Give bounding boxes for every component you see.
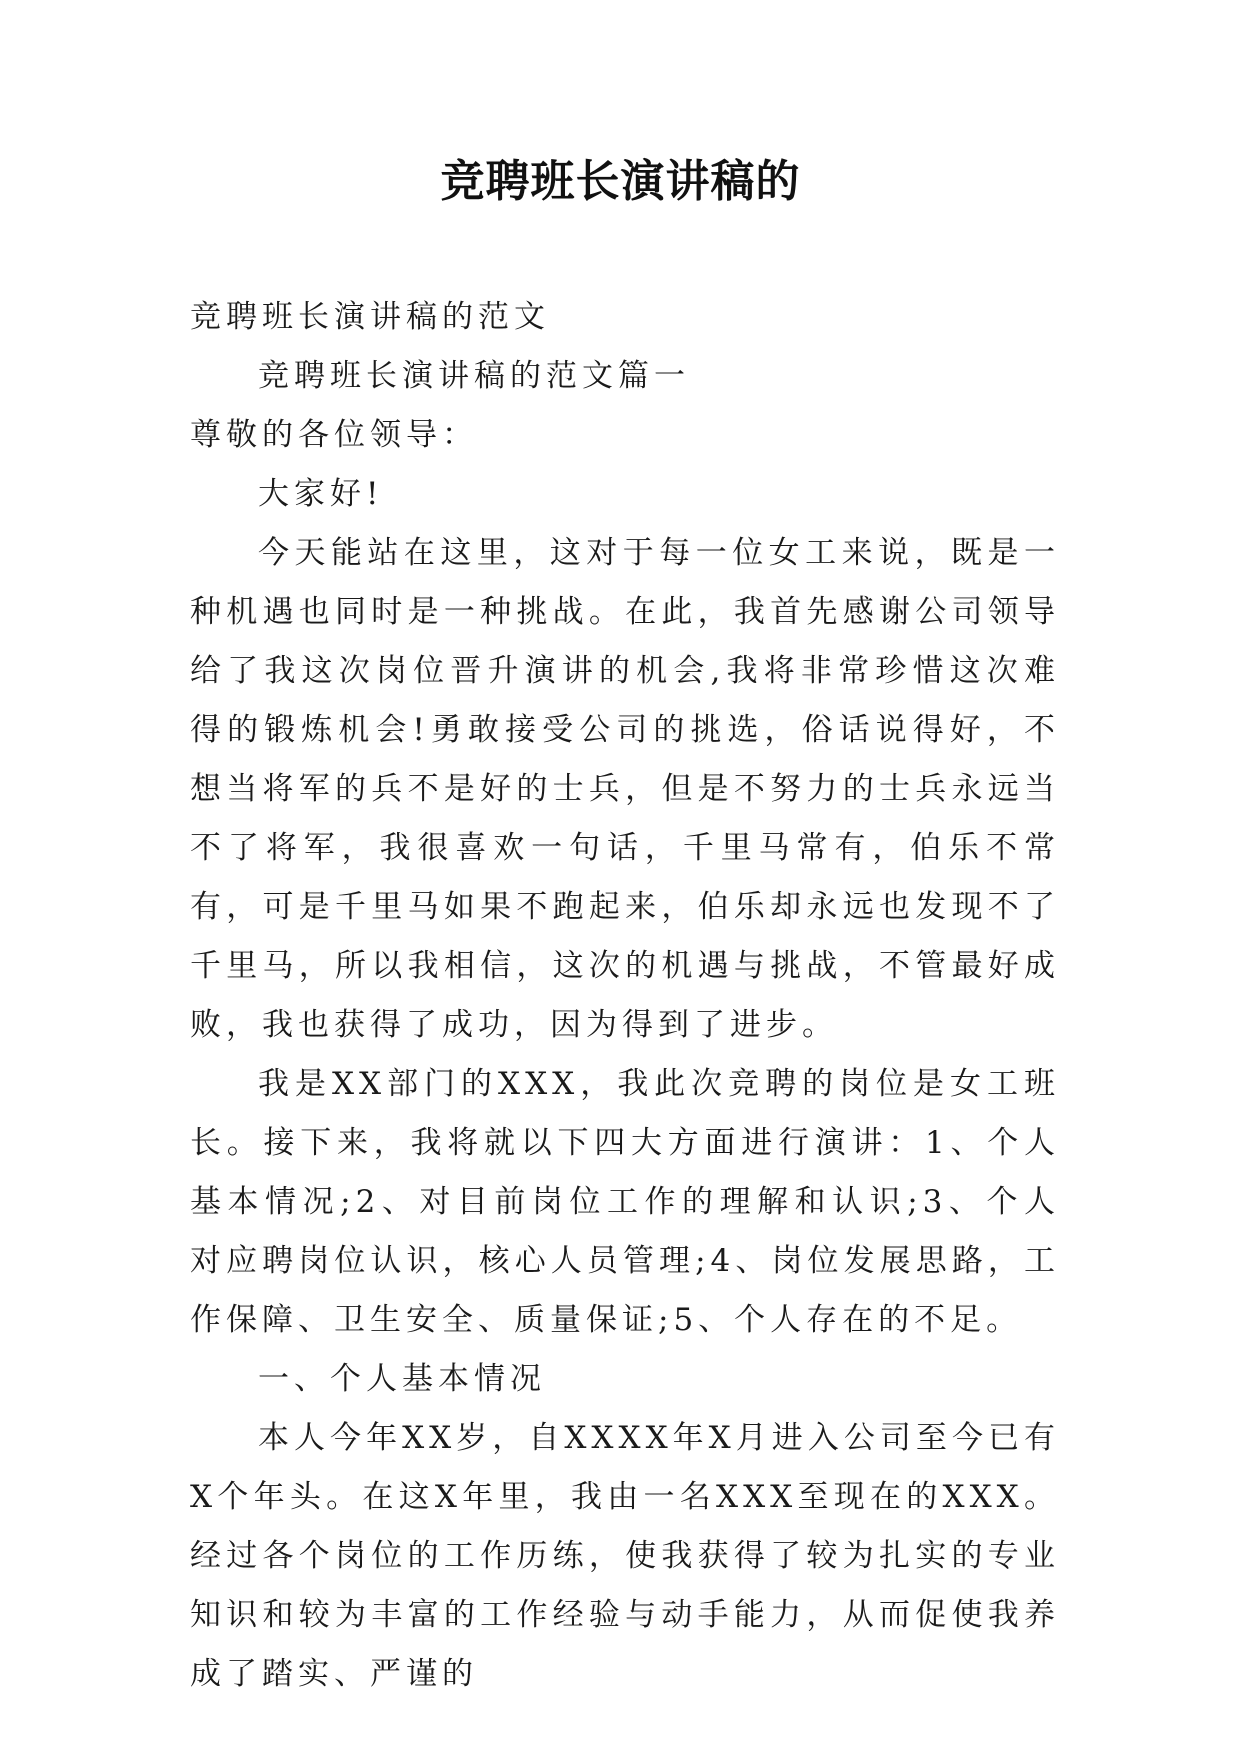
document-body bbox=[190, 288, 1060, 1704]
paragraph-section-heading: 竞聘班长演讲稿的范文篇一 bbox=[258, 358, 690, 394]
paragraph-subtitle: 竞聘班长演讲稿的范文 bbox=[190, 299, 550, 335]
paragraph-body: 本人今年XX岁，自XXXX年X月进入公司至今已有X个年头。在这X年里，我由一名XXX至现在的XXX。经过各个岗位的工作历练，使我获得了较为扎实的专业知识和较为丰富的工作经验与动手能力，从而促使我养成了踏实、严谨的 bbox=[190, 1420, 1060, 1692]
paragraph-greeting: 大家好! bbox=[258, 476, 384, 512]
document-title: 竞聘班长演讲稿的 bbox=[440, 156, 801, 207]
paragraph-body: 今天能站在这里，这对于每一位女工来说，既是一种机遇也同时是一种挑战。在此，我首先感谢公司领导给了我这次岗位晋升演讲的机会,我将非常珍惜这次难得的锻炼机会!勇敢接受公司的挑选，俗话说得好，不想当将军的兵不是好的士兵，但是不努力的士兵永远当不了将军，我很喜欢一句话，千里马常有，伯乐不常有，可是千里马如果不跑起来，伯乐却永远也发现不了千里马，所以我相信，这次的机遇与挑战，不管最好成败，我也获得了成功，因为得到了进步。 bbox=[190, 535, 1060, 1043]
paragraph-salutation: 尊敬的各位领导： bbox=[190, 417, 478, 453]
paragraph-body: 我是XX部门的XXX，我此次竞聘的岗位是女工班长。接下来，我将就以下四大方面进行演讲：1、个人基本情况;2、对目前岗位工作的理解和认识;3、个人对应聘岗位认识，核心人员管理;4、岗位发展思路，工作保障、卫生安全、质量保证;5、个人存在的不足。 bbox=[190, 1066, 1060, 1338]
paragraph-heading: 一、个人基本情况 bbox=[258, 1361, 546, 1397]
